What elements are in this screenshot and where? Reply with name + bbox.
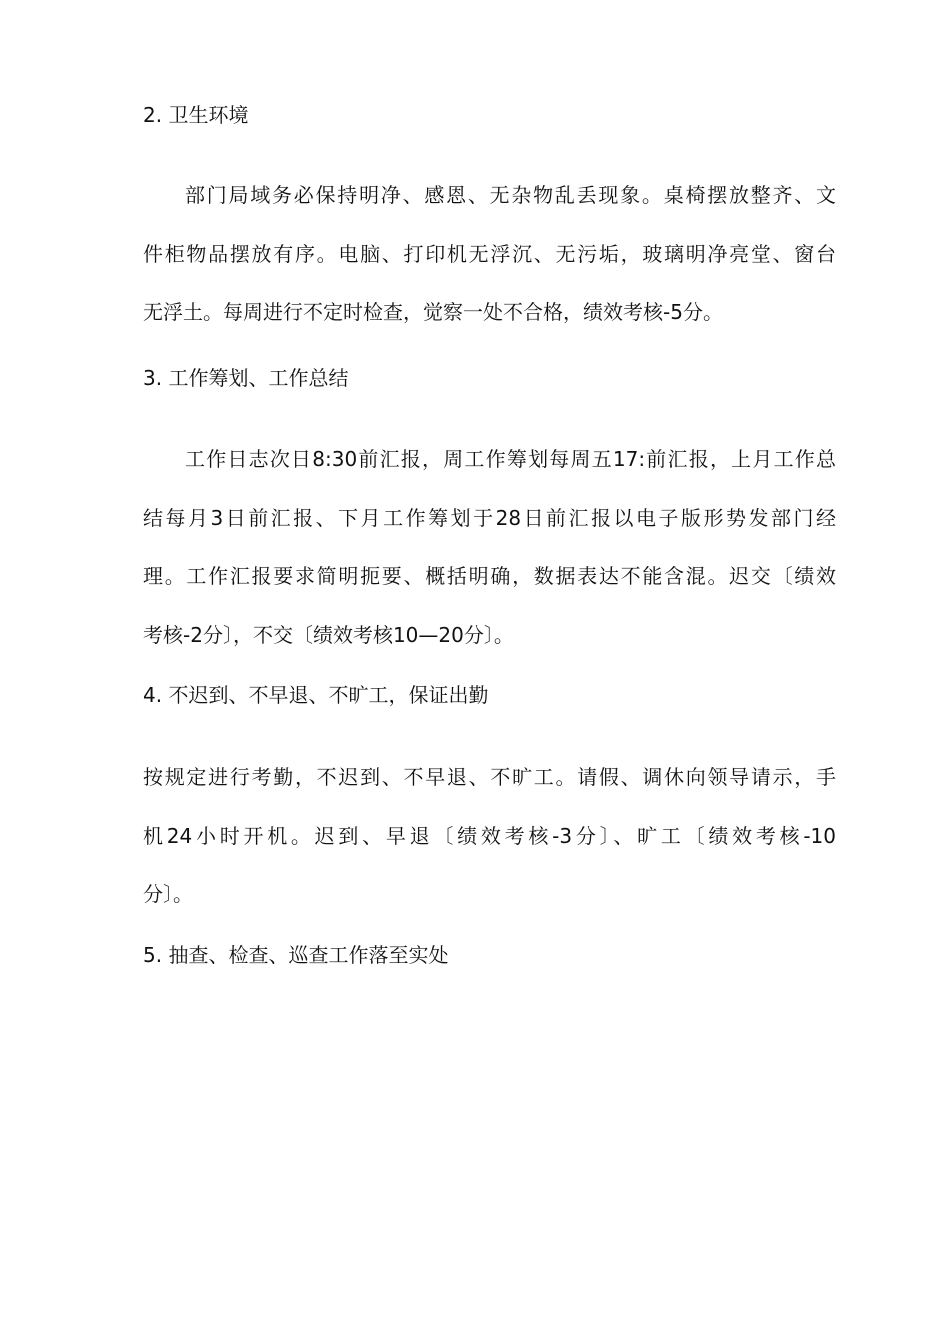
section-heading: 3. 工作筹划、工作总结 [143,366,349,390]
paragraph-line: 理。工作汇报要求简明扼要、概括明确，数据表达不能含混。迟交〔绩效 [143,564,836,588]
section-paragraph [143,166,836,342]
paragraph-line: 考核-2分〕，不交〔绩效考核10—20分〕。 [143,622,514,647]
paragraph-line: 部门局域务必保持明净、感恩、无杂物乱丢现象。桌椅摆放整齐、文 [185,183,836,207]
paragraph-line: 工作日志次日8:30前汇报，周工作筹划每周五17:前汇报，上月工作总 [185,447,836,471]
section-paragraph [143,748,836,924]
section-heading: 2. 卫生环境 [143,103,249,127]
paragraph-line: 按规定进行考勤，不迟到、不早退、不旷工。请假、调休向领导请示，手 [143,765,836,789]
paragraph-line: 分〕。 [143,882,193,906]
paragraph-line: 件柜物品摆放有序。电脑、打印机无浮沉、无污垢，玻璃明净亮堂、窗台 [143,241,836,266]
paragraph-line: 机24小时开机。迟到、早退〔绩效考核-3分〕、旷工〔绩效考核-10 [143,823,836,848]
paragraph-line: 结每月3日前汇报、下月工作筹划于28日前汇报以电子版形势发部门经 [143,505,836,530]
paragraph-line: 无浮土。每周进行不定时检查，觉察一处不合格，绩效考核-5分。 [143,300,723,324]
section-paragraph [143,430,836,664]
section-heading: 4. 不迟到、不早退、不旷工，保证出勤 [143,683,489,707]
section-heading: 5. 抽查、检查、巡查工作落至实处 [143,943,449,967]
